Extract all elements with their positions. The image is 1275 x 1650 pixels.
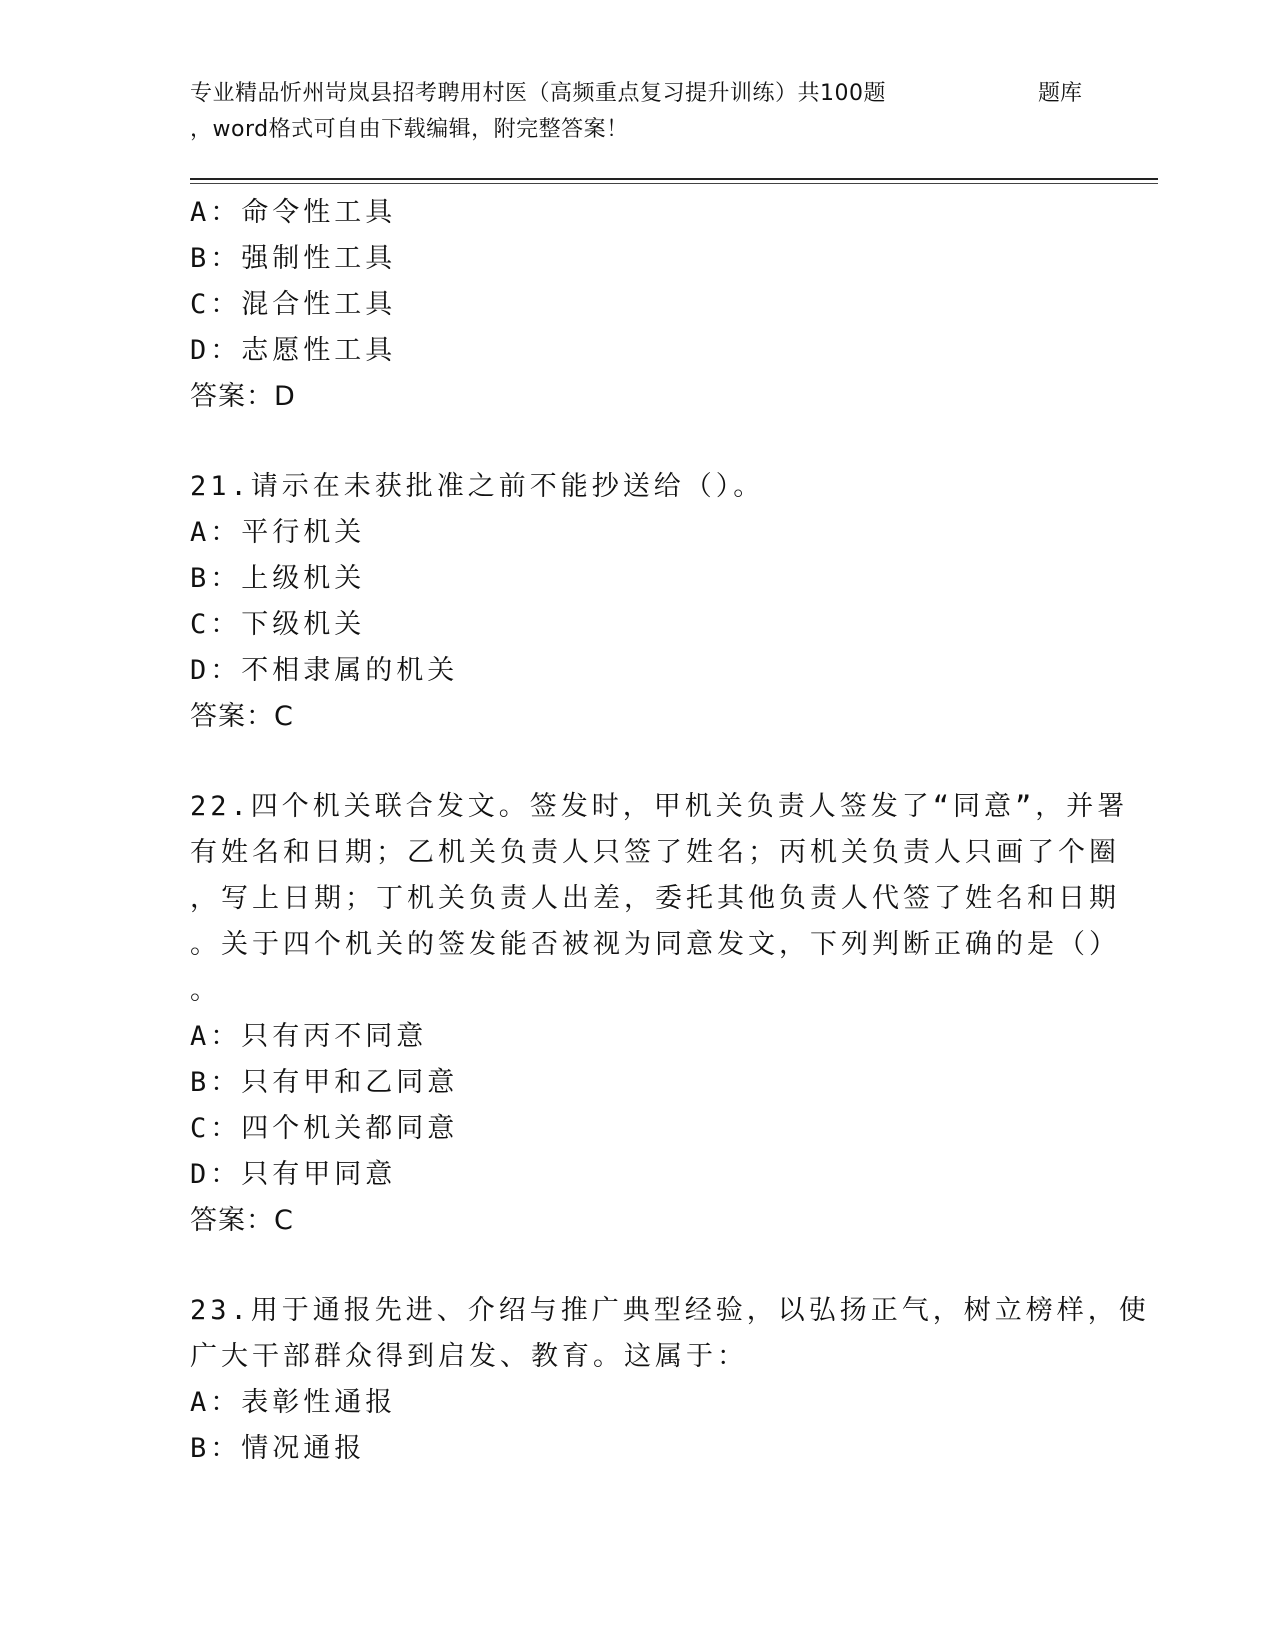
- option-b: B：上级机关: [190, 563, 366, 594]
- header-divider: [190, 178, 1158, 180]
- option-d: D：只有甲同意: [190, 1159, 397, 1190]
- option-b: B：只有甲和乙同意: [190, 1067, 459, 1098]
- question-stem: 21.请示在未获批准之前不能抄送给（）。: [190, 471, 765, 502]
- question-22: [190, 784, 1129, 1244]
- option-c: C：下级机关: [190, 609, 366, 640]
- header-title: 专业精品忻州岢岚县招考聘用村医（高频重点复习提升训练）共100题: [190, 81, 886, 106]
- question-stem-line: 。: [190, 975, 221, 1006]
- option-b: B：情况通报: [190, 1433, 366, 1464]
- option-a: A：只有丙不同意: [190, 1021, 428, 1052]
- answer: 答案：C: [190, 701, 294, 732]
- option-a: A：表彰性通报: [190, 1387, 397, 1418]
- question-content: [190, 190, 1150, 1472]
- answer: 答案：D: [190, 381, 296, 412]
- option-a: A：平行机关: [190, 517, 366, 548]
- question-stem-line: 22.四个机关联合发文。签发时，甲机关负责人签发了“同意”，并署: [190, 791, 1129, 822]
- option-c: C：四个机关都同意: [190, 1113, 459, 1144]
- option-d: D：志愿性工具: [190, 335, 397, 366]
- question-stem-line: 。关于四个机关的签发能否被视为同意发文，下列判断正确的是（）: [190, 929, 1120, 960]
- question-21: [190, 464, 1090, 740]
- option-a: A：命令性工具: [190, 197, 397, 228]
- header-tag: 题库: [1038, 81, 1083, 106]
- question-23: [190, 1288, 1150, 1472]
- question-stem-line: 23.用于通报先进、介绍与推广典型经验，以弘扬正气，树立榜样，使: [190, 1295, 1150, 1326]
- option-b: B：强制性工具: [190, 243, 397, 274]
- question-stem-line: 有姓名和日期；乙机关负责人只签了姓名；丙机关负责人只画了个圈: [190, 837, 1120, 868]
- question-20: [190, 190, 1090, 420]
- question-stem-line: 广大干部群众得到启发、教育。这属于：: [190, 1341, 748, 1372]
- question-stem-line: ，写上日期；丁机关负责人出差，委托其他负责人代签了姓名和日期: [190, 883, 1120, 914]
- header-subtitle: ，word格式可自由下载编辑，附完整答案！: [190, 117, 629, 142]
- option-c: C：混合性工具: [190, 289, 397, 320]
- answer: 答案：C: [190, 1205, 294, 1236]
- option-d: D：不相隶属的机关: [190, 655, 459, 686]
- header-divider-thin: [190, 183, 1158, 184]
